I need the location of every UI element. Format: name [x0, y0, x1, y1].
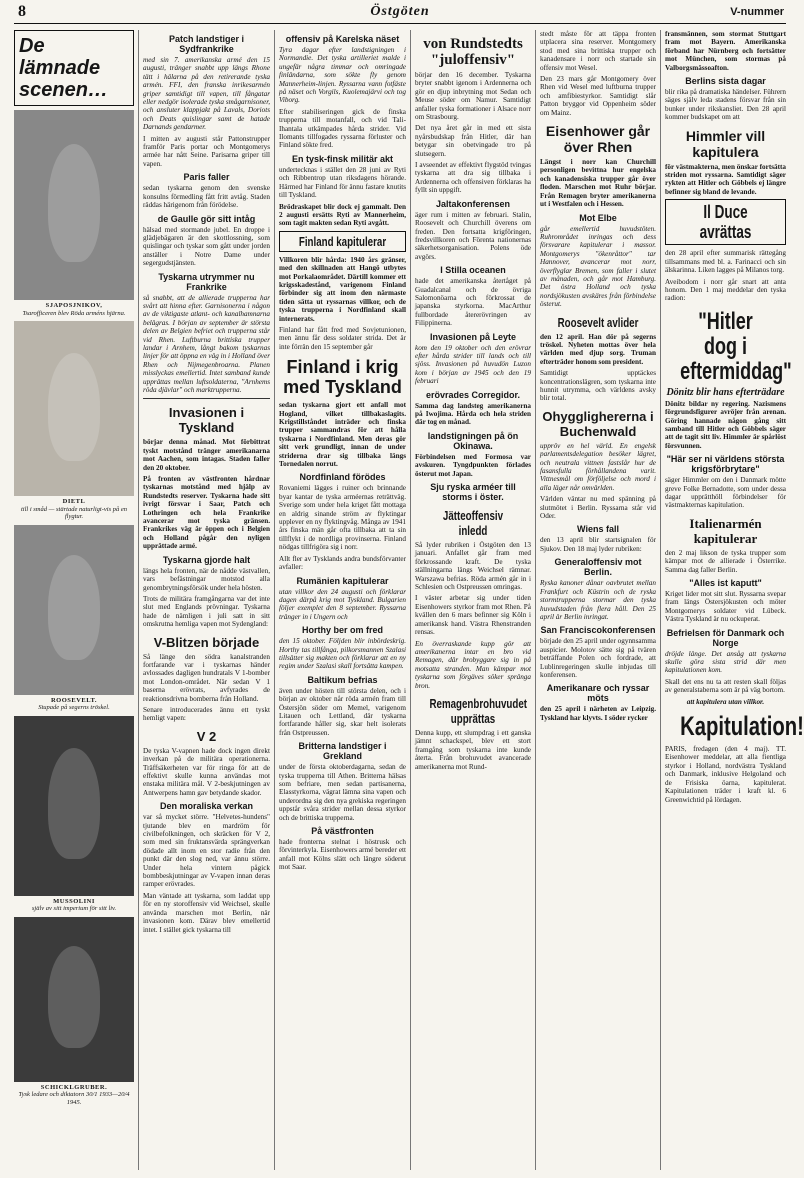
article-text: Denna kupp, ett slumpdrag i ett ganska jämnt schackspel, blev ett stort framgång som tyskarna inte kunde återta. Från brohuvudet avancerade amerikanerna mot Rund-: [415, 728, 531, 771]
headline: Finland kapitulerar: [298, 233, 387, 249]
article-text: Skall det ens nu ta att resten skall följas av generalstaberna som är på väg bortom.: [665, 677, 786, 695]
article-text: Förbindelsen med Formosa var avskuren. Tyngdpunkten förlades österut mot Japan.: [415, 452, 531, 478]
headline-box: [279, 231, 406, 252]
article-text: blir rika på dramatiska händelser. Führern säges själv leda stadens försvar från sin bunker under rikskansliet. Den 28 april kommer budskapet om att: [665, 88, 786, 122]
photo-caption: ROOSEVELT. Stupade på segerns tröskel.: [38, 696, 110, 711]
article-text: Dönitz bildar ny regering. Nazismens förgrundsfigurer avröjer från arenan. Göring hannade någon gång sitt samband till Hitler och Göbbels säger att de tagit sitt liv. Himmler är spårlöst försvunnen.: [665, 399, 786, 450]
article-text: säger Himmler om den i Danmark mötte greve Folke Bernadotte, som under dessa dagar upprätthöll förbindelser för västmakternas kapitulation.: [665, 476, 786, 510]
article-text: De tyska V-vapnen hade dock ingen direkt inverkan på de militära operationerna. Träffsäkerheten var för ringa för att de effektivt skulle kunna användas mot enstaka militära mål. V 2-beskjutningen av Antwerpens hamn gav betydande skador.: [143, 746, 270, 797]
article-text: för västmakterna, men önskar fortsätta striden mot ryssarna. Samtidigt säger rykten att Hitler och Göbbels ej längre befinner sig bland de levande.: [665, 162, 786, 196]
article-text: Aveibodom i norr går snart att anta honom. Den 1 maj meddelar den tyska radion:: [665, 277, 786, 303]
article-text: Villkoren blir hårda: 1940 års gränser, med den skillnaden att Hangö utbytes mot Porkalaområdet. Därtill kommer ett krigsskadestånd, varigenom Finland förbinder sig att inom den närmaste tiden sätta ut ryssarnas villkor, och de tyska trupperna i Nordfinland skall internerats.: [279, 255, 406, 323]
headline: Befrielsen för Danmark och Norge: [666, 627, 785, 648]
headline: På västfronten: [311, 826, 374, 837]
article-text: Den 23 mars går Montgomery över Rhen vid Wesel med luftburna trupper och amfibiestyrkor. Samtidigt slår Patton bryggor vid Oppenheim söder om Mainz.: [540, 75, 656, 117]
article-text: går emellertid huvudstöten. Ruhrområdet inringas och dess försvarare kapitulerar i massor. Montgomerys "ökenråttor" tar Hannover, avancerar mot norr, överflyglar Bremen, som faller i slutet av månaden, och går mot Hamburg. Det östra Holland och tyska nordsjökusten avskäres från förbindelse österut.: [540, 224, 656, 309]
column-6: [665, 30, 804, 1170]
portrait-photo-schicklgruber: [14, 917, 134, 1082]
article-text: börjar denna månad. Mot förbittrat tyskt motstånd tränger amerikanarna mot Aachen, som intagas. Staden faller den 20 oktober.: [143, 438, 270, 472]
headline: Kapitulation!: [680, 711, 804, 742]
article-text: Rovaniemi lägges i ruiner och brinnande byar kantar de tyska arméernas reträttväg. Sverige som under hela kriget fått mottaga en aldrig sinande ström av flyktingar upplever en ny flyktingvåg. Många av 1941 års finska män går ofta tillbaka att ta sin tillflykt i de nordliga provinserna. Finland nödgas tillfrigöra sig i norr.: [279, 484, 406, 552]
article-text: Kriget lider mot sitt slut. Ryssarna svepar fram längs Östersjökusten och möter Montgomerys soldater vid Lübeck. Västra Tyskland är nu ockuperat.: [665, 590, 786, 624]
article-text: kom den 19 oktober och den erövrar efter hårda strider till lands och till sjöss. Invasionen på huvudön Luzon kom i början av 1945 och den 19 februari: [415, 343, 531, 386]
article-text: under de första oktoberdagarna, sedan de tyska trupperna till Athen. Britterna hälsas som befriare, men sedan partisanerna, Elasstyrkorna, vägrat lämna sina vapen och underordna sig den nya grekiska regeringen uppstår svåra strider mellan dessa styrkor och de brittiska trupperna.: [279, 763, 406, 822]
article-text: Senare introducerades ännu ett tyskt hemligt vapen:: [143, 705, 270, 723]
article-text: I väster arbetar sig under tiden Eisenhowers styrkor fram mot Rhen. På kvällen den 6 mars befinner sig Köln i amerikansk hand. Västra Rhenstranden rensas.: [415, 594, 531, 637]
article-text: Brödraskapet blir dock ej gammalt. Den 2 augusti ersätts Ryti av Mannerheim, som tagit makten sedan Ryti avgått.: [279, 202, 406, 228]
article-text: med sin 7. amerikanska armé den 15 augusti, tränger snabbt upp längs Rhone tätt i hälarna på den retirerande tyska armén. FFI, den franska inrikesarmén griper samtidigt till vapen, till fångatar eller nedgör isolerade tyska smågarnisoner, och ansluter klappjakt på Lavals, Doriots och Deats quislingar samt de hatade Darnands gendarmer.: [143, 56, 270, 132]
headline: Mot Elbe: [579, 212, 617, 223]
portrait-photo-roosevelt: [14, 525, 134, 695]
headline: Horthy ber om fred: [301, 625, 383, 636]
article-text: längs hela fronten, när de nådde västvallen, vars befästningar motstod alla genombrytningsförsök under hela hösten.: [143, 566, 270, 592]
headline: Jaltakonferensen: [435, 198, 511, 209]
photo-caption: MUSSOLINI själv av sitt imperium för sitt liv.: [31, 897, 117, 912]
article-text: även under hösten till största delen, och i början av oktober når röda armén fram till Östersjön söder om Memel, varigenom Litauen och Lettland, där tyskarna fortfarande håller sig, skar helt isolerats från Ostpreussen.: [279, 686, 406, 737]
article-text: Trots de militära framgångarna var det inte slut med Englands prövningar. Tyskarna hade de nämligen i juli satt in sitt omskrutna hemliga vapen mot Sydengland:: [143, 594, 270, 629]
headline: Jätteoffensiv inledd: [442, 508, 504, 539]
headline: I Stilla oceanen: [440, 265, 506, 276]
article-text: den 28 april efter summarisk rättegång tillsammans med bl. a. Farinacci och sin älskarinna. Liken lagges på Milanos torg.: [665, 249, 786, 275]
headline: "Alles ist kaputt": [689, 578, 762, 588]
headline: Il Duce avrättas: [699, 202, 752, 243]
headline: Britterna landstiger i Grekland: [298, 741, 387, 762]
article-text: Samtidigt upptäckes koncentrationslägren, som tyskarna inte hunnit utrymma, och världens avsky blir total.: [540, 369, 656, 403]
article-text: Efter stabiliseringen gick de finska trupperna till motanfall, och vid Tali-Ihantala utkämpades hårda strider. Vid Ilomants tillfogades ryssarna förluster och Finland sökte fred.: [279, 107, 406, 150]
headline: San Franciscokonferensen: [540, 625, 656, 636]
article-text: PARIS, fredagen (den 4 maj). TT. Eisenhower meddelar, att alla fientliga styrkor i Holland, nordvästra Tyskland och Danmark, inklusive Helgoland och de Frisiska öarna, kapitulerat. Kapitulationen träder i kraft kl. 6 Greenwichtid på lördagen.: [665, 745, 786, 804]
article-text: började den 25 april under ogynnsamma auspicier. Molotov sätte sig på tvären beträffande Polen och fordrade, att Lublinregeringen skulle inbjudas till konferensen.: [540, 637, 656, 679]
headline: Den moraliska verkan: [159, 801, 254, 812]
paper-name: Östgöten: [370, 4, 430, 19]
article-text: undertecknas i stället den 28 juni av Ryti och Ribbentrop utan riksdagens hörande. Härmed har Finland för ännu fastare knutits till Tyskland.: [279, 165, 406, 200]
article-text: Tyra dagar efter landstigningen i Normandie. Det tyska artilleriet malde i ungefär några timmar och omringade finländarna, som sökte fly genom Mannerheim-linjen. Ryssarna vann fotfäste på näset och Vorgils, Kuolemajärvi och tog Viborg.: [279, 46, 406, 105]
headline: erövrades Corregidor.: [425, 389, 521, 400]
headline: En tysk-finsk militär akt: [291, 153, 394, 164]
article-text: hälsad med stormande jubel. En droppe i glädjebägaren är den skottlossning, som quislingar och tyskar som gått under jorden anställer i Notre Dame under segergudstjänsten.: [143, 225, 270, 268]
photo-caption: SJAPOSJNIKOV, Tsarofficeren blev Röda arméns hjärna.: [22, 302, 126, 317]
headline: Roosevelt avlider: [557, 314, 639, 330]
headline: Himmler vill kapitulera: [685, 127, 766, 160]
article-text: att kapitulera utan villkor.: [686, 697, 765, 706]
headline: landstigningen på ön Okinawa.: [427, 430, 519, 451]
article-text: så snabbt, att de allierade trupperna har svårt att hinna efter. Garnisonerna i någon av de viktigaste atlant- och kanalhamnarna belägras. I början av september är största delen av Belgien befriet och trupperna står vid Rhen. Luftburna brittiska trupper landar i Arnhem, långt bakom tyskarnas linjer för att öppna en väg in i Holland över Rhen och Nijmegenbroarna. Planen misslyckas emellertid. Intet samband kunde upprättas mellan luftsoldaterna, "Arnhems röda djävlar" och marktrupperna.: [143, 293, 270, 394]
headline: Baltikum befrias: [307, 674, 378, 685]
divider: [143, 398, 270, 399]
article-text: hade det amerikanska återtåget på Guadalcanal och de övriga Salomonöarna och förkrossat de japanska styrkorna. MacArthur fullbordade återerövringen av Filippinerna.: [415, 277, 531, 328]
headline: "Här ser ni världens största krigsförbrytare": [666, 454, 785, 475]
article-text: var så mycket större. "Helvetes-hundens" tjutande blev en mardröm för civilbefolkningen, och skräcken för V 2, som med sin fruktansvärda sprängverkan dödade allt inom en stor radie från den punkt där den slog ned, var ännu större. Under hela vintern pågick bombbeskjutningar av V-vapen innan deras ramper erövrades.: [143, 813, 270, 889]
headline: Invasionen på Leyte: [429, 331, 517, 342]
headline: V 2: [196, 728, 217, 744]
column-divider: [138, 30, 139, 1170]
article-text: sedan tyskarna gjort ett anfall mot Hogland, vilket tillbakaslagits. Krigstillståndet inträder och finska trupper sammandras för att hålla tyskarna i Nordfinland. Men deras gör sitt verk grundligt, innan de under striderna drar sig tillbaka längs Tornedalen norrut.: [279, 401, 406, 469]
article-text: En överraskande kupp gör att amerikanerna intar en bro vid Remagen, där brobyggare sig in på motsatta stranden. Man kämpar mot tyskarna som förgäves söker spränga bron.: [415, 639, 531, 690]
column-5: [540, 30, 656, 1170]
article-text: Så lyder rubriken i Östgöten den 13 januari. Anfallet går fram med förkrossande kraft. De tyska ställningarna längs Weichsel rämnar. Warszawa befrias. Röda armén går in i Schlesien och Ostpreussen omringas.: [415, 541, 531, 592]
article-text: I avseendet av effektivt flygstöd tvingas tyskarna att dra sig tillbaka i Ardennerna och offensiven förklaras ha fyllt sin uppgift.: [415, 161, 531, 195]
headline: Italienarmén kapitulerar: [689, 515, 762, 546]
article-text: Finland har fått fred med Sovjetunionen, men ännu får dess soldater strida. Det är inte förrän den 15 september går: [279, 325, 406, 351]
article-text: Man väntade att tyskarna, som laddat upp för en ny storoffensiv vid Weichsel, skulle använda marschen mot Berlin, när invasionen kom. Därav blev emellertid intet. I stället gick tyskarna till: [143, 891, 270, 934]
article-text: den 12 april. Han dör på segerns tröskel. Nyheten mottas över hela världen med djup sorg. Truman efterträder honom som president.: [540, 332, 656, 366]
column-divider: [660, 30, 661, 1170]
article-text: Samma dag landsteg amerikanerna på Iwojima. Hårda och hela striden där tog en månad.: [415, 401, 531, 427]
article-text: hade fronterna stelnat i höstrusk och förvinterkyla. Eisenhowers armé bereder ett anfall mot Kölns slätt och längre söderut mot Saar.: [279, 838, 406, 872]
headline: Invasionen i Tyskland: [168, 405, 245, 436]
portrait-photo-mussolini: [14, 716, 134, 896]
article-text: Ryska kanoner dånar oavbrutet mellan Frankfurt och Küstrin och de ryska stormtrupperna stormar den tyska huvudstaden från flera håll. Den 25 april är Berlin inringat.: [540, 579, 656, 621]
headline-box: [665, 199, 786, 245]
column-1: [14, 30, 134, 1170]
edition-label: V-nummer: [730, 6, 784, 18]
column-2: [143, 30, 270, 1170]
article-text: dröjde länge. Det ansåg att tyskarna skulle göra sista strid där men kapitulationen kom.: [665, 649, 786, 675]
section-title: De lämnade scenen…: [19, 35, 108, 101]
headline: Nordfinland förödes: [299, 472, 386, 483]
headline: Generaloffensiv mot Berlin.: [554, 557, 642, 578]
column-divider: [535, 30, 536, 1170]
photo-caption: DIETL till i småd — stärtade naturligt-vis på en flygtur.: [21, 498, 127, 520]
section-title-box: [14, 30, 134, 106]
page-number: 8: [18, 3, 26, 20]
article-text: I mitten av augusti står Pattonstrupper framför Paris portar och Montgomerys armée har nått Seine. Parisarna griper till vapen.: [143, 134, 270, 168]
article-text: den 25 april i närheten av Leipzig. Tyskland har klyvts. I söder rycker: [540, 705, 656, 722]
column-divider: [410, 30, 411, 1170]
headline: Remagenbrohuvudet upprättas: [429, 695, 528, 726]
article-text: Längst i norr kan Churchill personligen bevittna hur engelska och kanadensiska trupper går över floden. Marschen mot Ruhr börjar. Från Remagen bryter amerikanerna ut i Westfalen och i Hessen.: [540, 158, 656, 209]
headline: Tyskarna gjorde halt: [162, 554, 251, 565]
headline: Ohygglighererna i Buchenwald: [542, 408, 654, 439]
headline: von Rundstedts "juloffensiv": [423, 36, 523, 68]
masthead: [14, 2, 786, 24]
article-text: Världen väntar nu med spänning på slutmötet i Berlin. Ryssarna står vid Oder.: [540, 495, 656, 521]
headline: Dönitz blir hans efterträdare: [666, 386, 785, 398]
headline: de Gaulle gör sitt intåg: [157, 213, 256, 224]
article-text: stedt måste för att täppa fronten utplacera sina reserver. Montgomery stod med sina brittiska trupper och kanadensare i norr och startade sin offensiv mot Wesel.: [540, 30, 656, 72]
headline: Paris faller: [183, 172, 230, 183]
article-text: Så länge den södra kanalstranden fortfarande var i tyskarnas händer avlossades dagligen hundratals V 1-bomber mot London-området. När sedan V 1 baserna erövrats, avfyrades de reaktionsdrivna bomberna från Holland.: [143, 652, 270, 703]
headline: Wiens fall: [577, 524, 619, 535]
article-text: äger rum i mitten av februari. Stalin, Roosevelt och Churchill överens om freden. Den fortsatta krigföringen, fredsvillkoren och Förenta nationernas säkerhetsorganisation. Polens öde avgörs.: [415, 210, 531, 261]
article-text: den 15 oktober. Följden blir inbördeskrig. Horthy tas tillfånga, pilkorsmannen Szalasi tillsätter sig makten och förklarar att en ny regim under Szalasi skall fortsätta kampen.: [279, 637, 406, 671]
article-text: Allt fler av Tysklands andra bundsförvanter avfaller:: [279, 554, 406, 572]
portrait-photo-dietl: [14, 321, 134, 496]
portrait-photo-sjaposjnikov: [14, 110, 134, 300]
headline: Patch landstiger i Sydfrankrike: [168, 34, 245, 54]
headline: "Hitler dog i eftermiddag": [680, 307, 792, 385]
headline: offensiv på Karelska näset: [285, 34, 400, 44]
article-text: den 2 maj likson de tyska trupper som kämpar mot de allierade i Österrike. Samma dag faller Berlin.: [665, 548, 786, 574]
headline: Sju ryska arméer till storms i öster.: [430, 482, 516, 503]
headline: Finland i krig med Tyskland: [283, 357, 402, 398]
column-3: [279, 30, 406, 1170]
headline: Rumänien kapitulerar: [296, 575, 389, 586]
article-text: den 13 april blir startsignalen för Sjukov. Den 18 maj lyder rubriken:: [540, 536, 656, 553]
column-divider: [274, 30, 275, 1170]
headline: Berlins sista dagar: [685, 76, 766, 87]
article-text: fransmännen, som stormat Stuttgart fram mot Bayern. Amerikanska förband har Nürnberg och fortsätter mot München, som stormas på Valborgsmässoafton.: [665, 30, 786, 72]
headline: Tyskarna utrymmer nu Frankrike: [158, 271, 255, 292]
column-4: [415, 30, 531, 1170]
headline: V-Blitzen började: [153, 634, 260, 650]
headline: Amerikanare och ryssar möts: [546, 683, 650, 704]
article-text: börjar den 16 december. Tyskarna bryter snabbt igenom i Ardennerna och gör en djup inbrytning mot Sedan och Meuse söder om Namur. Samtidigt anfaller tyska formationer i Alsace norr om Strasbourg.: [415, 71, 531, 122]
article-text: utan villkor den 24 augusti och förklarar dagen därpå krig mot Tyskland. Bulgarien följer exemplet den 8 september. Ryssarna tränger in i Ungern och: [279, 587, 406, 621]
photo-caption: SCHICKLGRUBER. Tysk ledare och diktatorn 30/1 1933—20/4 1945.: [18, 1083, 130, 1106]
article-text: sedan tyskarna genom den svenske konsulns förmedling fått fritt avtåg. Staden räddas härigenom från förödelse.: [143, 184, 270, 210]
article-text: På fronten av västfronten hårdnar tyskarnas motstånd med hjälp av Rundstedts reserver. Tyskarna hade sitt ivrigt försvar i Saar, Patch och Lothringen och hela Frankrike avancerar mot tyska gränsen. Frankrikes väg är öppen och i Belgien och Holland pågår den nyligen upprättade armé.: [143, 475, 270, 551]
article-text: uppröv en hel värld. En engelsk parlamentsdelegation besöker lägret, och neutrala vittnen fastslår hur de fasansfulla förhållandena varit. Vittnesmål om förföljelse och mord i alla läger når omvärlden.: [540, 441, 656, 492]
article-text: Det nya året går in med ett sista nyårsbudskap från Hitler, där han betygar sin obetvingade tro på slutsegern.: [415, 124, 531, 158]
headline: Eisenhower går över Rhen: [545, 123, 651, 156]
